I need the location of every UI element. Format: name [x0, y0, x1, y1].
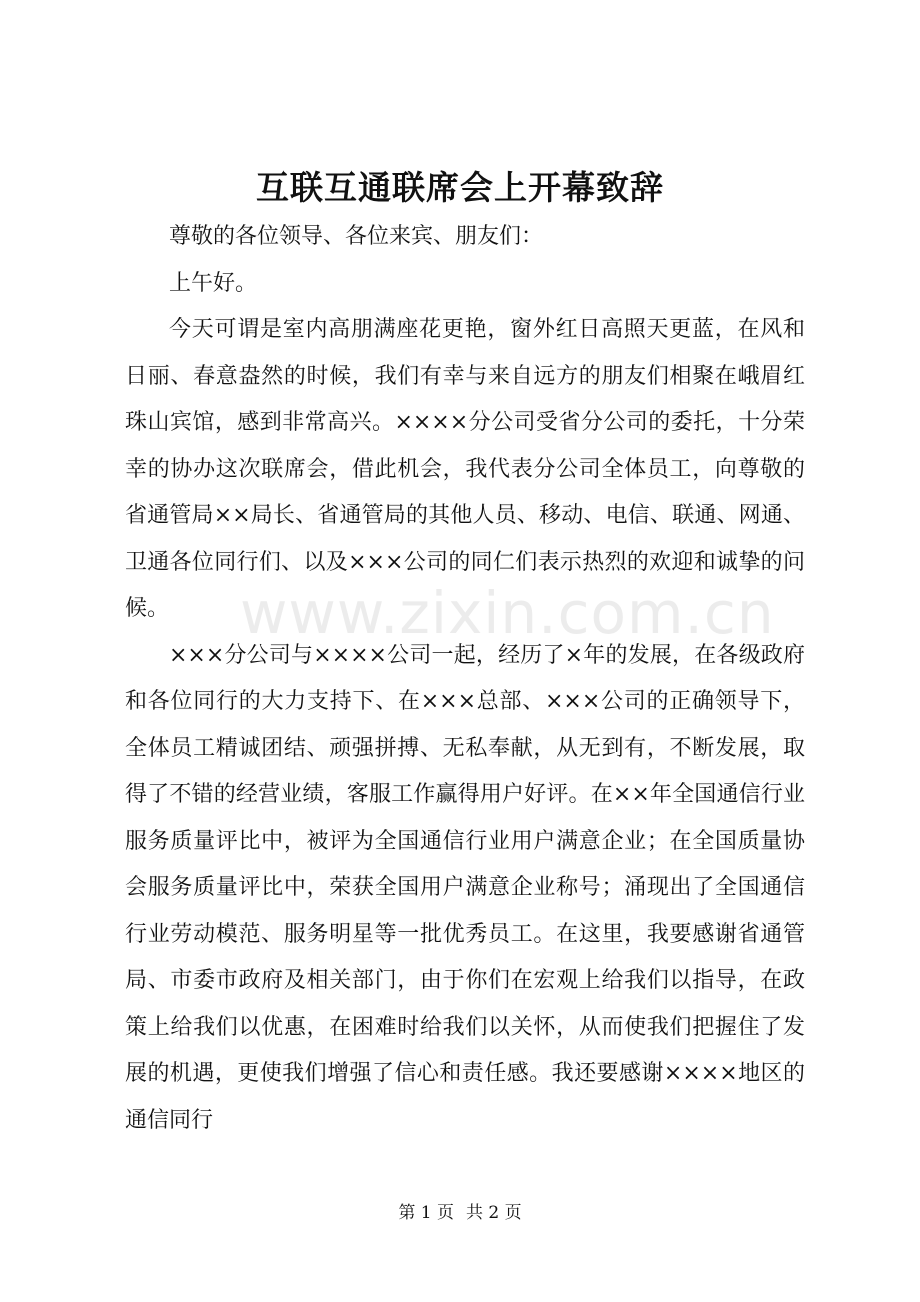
body-paragraph-development: ×××分公司与××××公司一起，经历了×年的发展，在各级政府和各位同行的大力支持下、在×××总部、×××公司的正确领导下，全体员工精诚团结、顽强拼搏、无私奉献，从无到有，不断发展，取得了不错的经营业绩，客服工作赢得用户好评。在××年全国通信行业服务质量评比中，被评为全国通信行业用户满意企业；在全国质量协会服务质量评比中，荣获全国用户满意企业称号；涌现出了全国通信行业劳动模范、服务明星等一批优秀员工。在这里，我要感谢省通管局、市委市政府及相关部门，由于你们在宏观上给我们以指导，在政策上给我们以优惠，在困难时给我们以关怀，从而使我们把握住了发展的机遇，更使我们增强了信心和责任感。我还要感谢××××地区的通信同行	[125, 642, 805, 1133]
document-body	[125, 214, 805, 1144]
page-footer	[0, 1200, 920, 1226]
body-paragraph-welcome: 今天可谓是室内高朋满座花更艳，窗外红日高照天更蓝，在风和日丽、春意盎然的时候，我们有幸与来自远方的朋友们相聚在峨眉红珠山宾馆，感到非常高兴。××××分公司受省分公司的委托，十分荣幸的协办这次联席会，借此机会，我代表分公司全体员工，向尊敬的省通管局××局长、省通管局的其他人员、移动、电信、联通、网通、卫通各位同行们、以及×××公司的同仁们表示热烈的欢迎和诚挚的问候。	[125, 317, 805, 621]
page-number-current: 第 1 页	[398, 1203, 454, 1223]
page-number-total: 共 2 页	[466, 1203, 522, 1223]
greeting-paragraph: 上午好。	[169, 270, 258, 296]
salutation-paragraph: 尊敬的各位领导、各位来宾、朋友们：	[169, 224, 544, 249]
document-title: 互联互通联席会上开幕致辞	[256, 168, 664, 207]
watermark: www.zixin.com.cn	[240, 579, 775, 647]
